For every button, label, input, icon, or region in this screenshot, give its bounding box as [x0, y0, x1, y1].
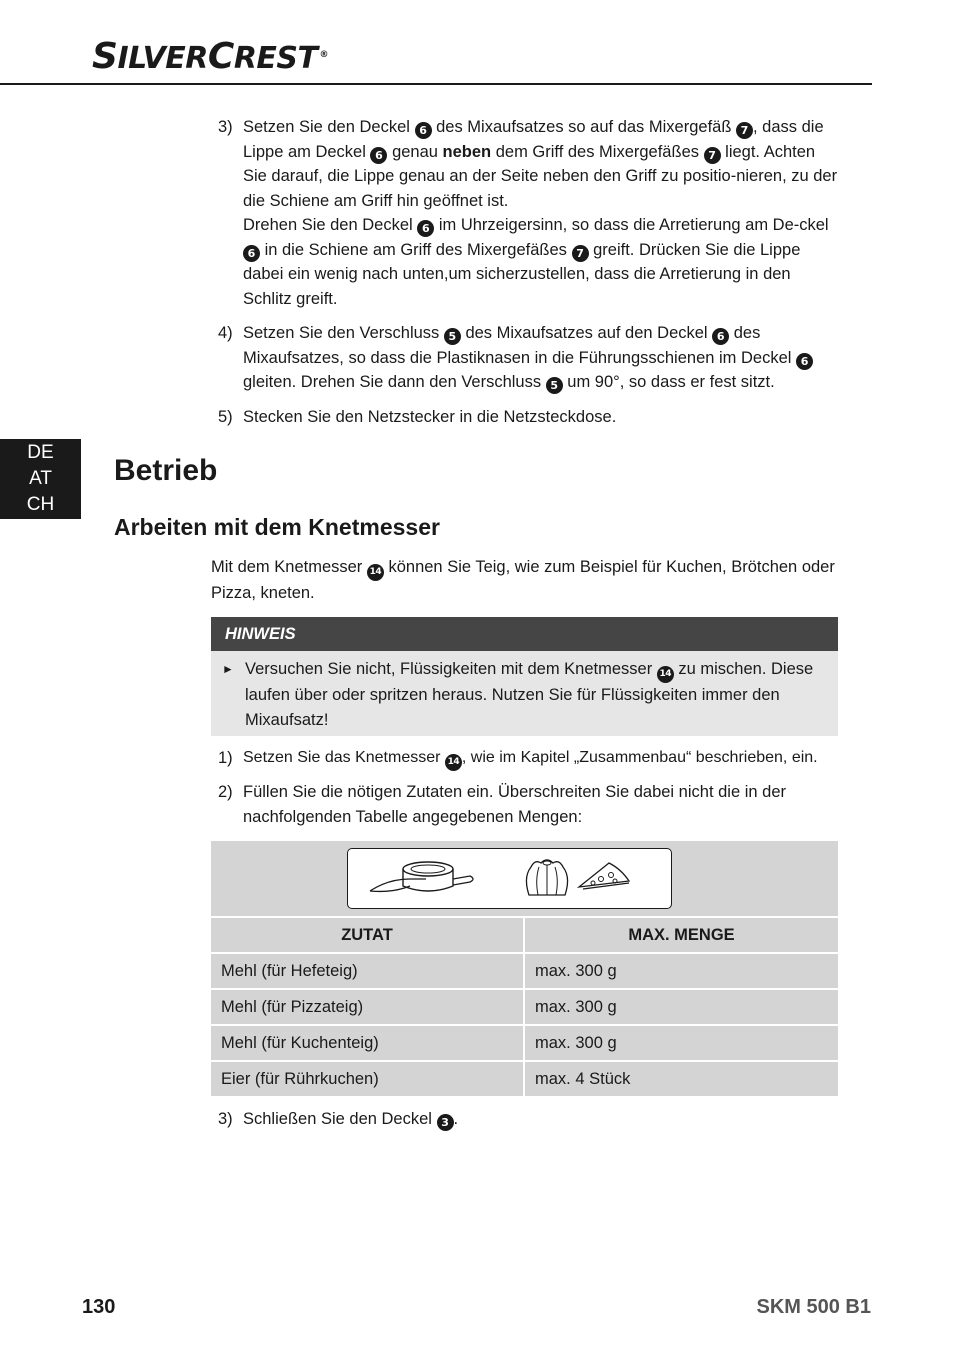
table-cell: Mehl (für Pizzateig) [211, 990, 523, 1024]
ref-marker-icon: 6 [243, 245, 260, 262]
note-body: ► Versuchen Sie nicht, Flüssigkeiten mit dem Knetmesser 14 zu mischen. Diese laufen über oder spritzen heraus. Nutzen Sie für Flüssigkeiten immer den Mixaufsatz! [211, 651, 838, 736]
language-tab [0, 439, 81, 519]
step-number: 3) [218, 118, 233, 136]
table-row [211, 954, 838, 988]
ref-marker-icon: 5 [546, 377, 563, 394]
page-number: 130 [82, 1296, 116, 1318]
model-number: SKM 500 B1 [756, 1296, 871, 1318]
ref-marker-icon: 6 [415, 122, 432, 139]
brand-logo: SILVERCREST ® [92, 36, 328, 77]
ref-marker-icon: 6 [712, 328, 729, 345]
bullet-arrow-icon: ► [222, 662, 234, 676]
table-row [211, 1062, 838, 1096]
quantity-table [211, 841, 838, 1096]
table-header-zutat: ZUTAT [211, 918, 523, 952]
subsection-title: Arbeiten mit dem Knetmesser [114, 514, 440, 540]
step-number: 2) [218, 783, 233, 801]
step-number: 1) [218, 749, 233, 767]
table-cell: max. 300 g [525, 990, 838, 1024]
table-header-menge: MAX. MENGE [525, 918, 838, 952]
step-number: 3) [218, 1110, 233, 1128]
intro-text: Mit dem Knetmesser 14 können Sie Teig, wie zum Beispiel für Kuchen, Brötchen oder Pizza, kneten. [211, 558, 835, 602]
ref-marker-icon: 14 [445, 754, 462, 771]
table-cell: max. 300 g [525, 1026, 838, 1060]
step-paragraph: Setzen Sie den Verschluss 5 des Mixaufsatzes auf den Deckel 6 des Mixaufsatzes, so dass die Plastiknasen in die Führungsschienen im Deckel 6 gleiten. Drehen Sie dann den Verschluss 5 um 90°, so dass er fest sitzt. [243, 321, 840, 395]
table-illustration-row [211, 841, 838, 916]
ref-marker-icon: 7 [572, 245, 589, 262]
step-last-3: 3) Schließen Sie den Deckel 3 . [218, 1107, 840, 1132]
table-cell: max. 300 g [525, 954, 838, 988]
note-box [211, 617, 838, 736]
step-mid-1: 1) Setzen Sie das Knetmesser 14 , wie im Kapitel „Zusammenbau“ beschrieben, ein. [218, 746, 840, 771]
step-paragraph: Setzen Sie den Deckel 6 des Mixaufsatzes so auf das Mixergefäß 7 , dass die Lippe am Deckel 6 genau neben dem Griff des Mixergefäßes 7 liegt. Achten Sie darauf, die Lippe genau an der Seite neben den Griff zu positio-nieren, zu der die Schiene am Griff hin geöffnet ist. [243, 118, 838, 210]
note-heading: HINWEIS [211, 617, 838, 651]
step-top-5 [218, 405, 840, 430]
step-number: 4) [218, 324, 233, 342]
lang-de: DE [27, 442, 54, 463]
ref-marker-icon: 7 [704, 147, 721, 164]
table-row [211, 990, 838, 1024]
ref-marker-icon: 14 [657, 666, 674, 683]
table-cell: max. 4 Stück [525, 1062, 838, 1096]
step-top-4 [218, 321, 840, 395]
table-header-row [211, 918, 838, 952]
step-mid-2: 2) Füllen Sie die nötigen Zutaten ein. Überschreiten Sie dabei nicht die in der nachfolgenden Tabelle angegebenen Mengen: [218, 780, 840, 829]
table-cell: Mehl (für Kuchenteig) [211, 1026, 523, 1060]
bundt-cake-icon [521, 855, 575, 899]
pizza-slice-icon [575, 861, 633, 895]
lang-at: AT [29, 468, 52, 489]
ref-marker-icon: 5 [444, 328, 461, 345]
ref-marker-icon: 14 [367, 564, 384, 581]
table-cell: Mehl (für Hefeteig) [211, 954, 523, 988]
ref-marker-icon: 3 [437, 1114, 454, 1131]
header-rule [0, 83, 872, 85]
ref-marker-icon: 7 [736, 122, 753, 139]
ref-marker-icon: 6 [417, 220, 434, 237]
step-top-3 [218, 115, 840, 311]
ref-marker-icon: 6 [796, 353, 813, 370]
ref-marker-icon: 6 [370, 147, 387, 164]
step-paragraph: Stecken Sie den Netzstecker in die Netzsteckdose. [243, 408, 617, 426]
section-title: Betrieb [114, 454, 218, 487]
table-cell: Eier (für Rührkuchen) [211, 1062, 523, 1096]
lang-ch: CH [26, 494, 55, 515]
step-number: 5) [218, 408, 233, 426]
step-paragraph: Drehen Sie den Deckel 6 im Uhrzeigersinn, so dass die Arretierung am De-ckel 6 in die Schiene am Griff des Mixergefäßes 7 greift. Drücken Sie die Lippe dabei ein wenig nach unten,um sicherzustellen, dass die Arretierung in den Schlitz greift. [243, 216, 829, 308]
table-row [211, 1026, 838, 1060]
